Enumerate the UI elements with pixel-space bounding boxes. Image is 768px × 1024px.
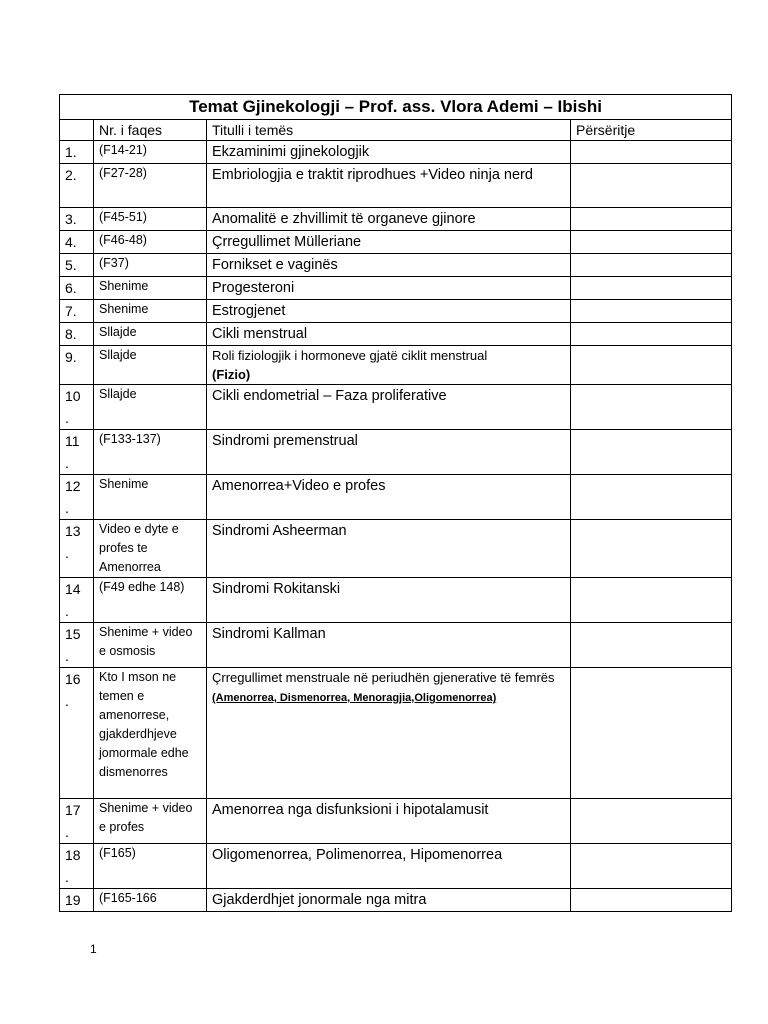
row-number: 13 . — [60, 520, 94, 578]
row-topic — [207, 141, 571, 164]
table-row — [60, 141, 732, 164]
row-number: 4. — [60, 231, 94, 254]
row-number: 9. — [60, 346, 94, 385]
row-topic-text: Sindromi Kallman — [212, 626, 326, 642]
row-topic — [207, 385, 571, 430]
row-page-ref: (F165) — [94, 844, 207, 889]
row-repeat — [571, 346, 732, 385]
row-topic — [207, 520, 571, 578]
header-row — [60, 120, 732, 141]
row-repeat — [571, 889, 732, 912]
row-topic-text: Ekzaminimi gjinekologjik — [212, 144, 370, 160]
header-page: Nr. i faqes — [94, 120, 207, 141]
row-page-ref: Sllajde — [94, 323, 207, 346]
row-number: 6. — [60, 277, 94, 300]
row-number: 14 . — [60, 578, 94, 623]
row-topic-note: (Amenorrea, Dismenorrea, Menoragjia,Oligomenorrea) — [212, 692, 497, 704]
row-topic-text: Sindromi premenstrual — [212, 433, 358, 449]
row-topic-text: Sindromi Asheerman — [212, 523, 347, 539]
row-topic — [207, 799, 571, 844]
row-topic — [207, 668, 571, 799]
row-repeat — [571, 844, 732, 889]
row-repeat — [571, 277, 732, 300]
row-page-ref: Shenime + video e profes — [94, 799, 207, 844]
row-topic — [207, 889, 571, 912]
row-topic — [207, 231, 571, 254]
table-row — [60, 520, 732, 578]
table-row — [60, 385, 732, 430]
row-number: 5. — [60, 254, 94, 277]
row-topic-text: Estrogjenet — [212, 303, 286, 319]
row-repeat — [571, 231, 732, 254]
table-row — [60, 346, 732, 385]
row-repeat — [571, 164, 732, 208]
row-repeat — [571, 578, 732, 623]
row-page-ref: Video e dyte e profes te Amenorrea — [94, 520, 207, 578]
title-row — [60, 95, 732, 120]
row-topic — [207, 346, 571, 385]
row-page-ref: Shenime — [94, 277, 207, 300]
row-number: 16 . — [60, 668, 94, 799]
table-row — [60, 323, 732, 346]
row-topic — [207, 164, 571, 208]
row-topic-text: Gjakderdhjet jonormale nga mitra — [212, 892, 427, 908]
table-row — [60, 430, 732, 475]
row-repeat — [571, 208, 732, 231]
row-topic-text: Cikli endometrial – Faza proliferative — [212, 388, 447, 404]
row-page-ref: (F49 edhe 148) — [94, 578, 207, 623]
row-repeat — [571, 385, 732, 430]
row-page-ref: (F45-51) — [94, 208, 207, 231]
row-topic-text: Cikli menstrual — [212, 326, 308, 342]
table-row — [60, 231, 732, 254]
row-page-ref: Shenime — [94, 300, 207, 323]
row-number: 11 . — [60, 430, 94, 475]
row-page-ref: Sllajde — [94, 385, 207, 430]
row-number: 17 . — [60, 799, 94, 844]
document-title: Temat Gjinekologji – Prof. ass. Vlora Ademi – Ibishi — [60, 95, 732, 120]
row-repeat — [571, 475, 732, 520]
table-row — [60, 475, 732, 520]
row-page-ref: (F37) — [94, 254, 207, 277]
table-row — [60, 844, 732, 889]
row-topic-text: Oligomenorrea, Polimenorrea, Hipomenorrea — [212, 847, 503, 863]
row-page-ref: (F165-166 — [94, 889, 207, 912]
table-row — [60, 254, 732, 277]
row-page-ref: Shenime — [94, 475, 207, 520]
row-number: 2. — [60, 164, 94, 208]
row-topic-text: Progesteroni — [212, 280, 295, 296]
header-repeat: Përsëritje — [571, 120, 732, 141]
row-topic-text: Amenorrea nga disfunksioni i hipotalamusit — [212, 802, 489, 818]
row-repeat — [571, 254, 732, 277]
row-number: 15 . — [60, 623, 94, 668]
row-number: 7. — [60, 300, 94, 323]
row-topic — [207, 578, 571, 623]
row-repeat — [571, 323, 732, 346]
table-row — [60, 578, 732, 623]
row-number: 8. — [60, 323, 94, 346]
row-number: 10 . — [60, 385, 94, 430]
row-page-ref: (F14-21) — [94, 141, 207, 164]
row-page-ref: (F133-137) — [94, 430, 207, 475]
row-page-ref: (F27-28) — [94, 164, 207, 208]
row-topic — [207, 430, 571, 475]
table-row — [60, 668, 732, 799]
table-row — [60, 889, 732, 912]
row-repeat — [571, 623, 732, 668]
row-page-ref: Shenime + video e osmosis — [94, 623, 207, 668]
row-topic-text: Embriologjia e traktit riprodhues +Video ninja nerd — [212, 167, 533, 183]
row-topic-text: Çrregullimet Mülleriane — [212, 234, 362, 250]
row-number: 3. — [60, 208, 94, 231]
row-topic-text: Amenorrea+Video e profes — [212, 478, 386, 494]
row-topic — [207, 208, 571, 231]
row-topic — [207, 623, 571, 668]
row-topic-note: (Fizio) — [212, 367, 251, 382]
header-num — [60, 120, 94, 141]
row-topic — [207, 254, 571, 277]
row-topic — [207, 475, 571, 520]
row-number: 19 — [60, 889, 94, 912]
row-repeat — [571, 300, 732, 323]
table-row — [60, 164, 732, 208]
table-row — [60, 277, 732, 300]
row-number: 12 . — [60, 475, 94, 520]
row-topic-text: Fornikset e vaginës — [212, 257, 338, 273]
table-row — [60, 799, 732, 844]
header-topic: Titulli i temës — [207, 120, 571, 141]
row-page-ref: Sllajde — [94, 346, 207, 385]
row-page-ref: (F46-48) — [94, 231, 207, 254]
table-row — [60, 623, 732, 668]
row-number: 18 . — [60, 844, 94, 889]
row-topic-text: Roli fiziologjik i hormoneve gjatë ciklit menstrual — [212, 348, 488, 363]
row-repeat — [571, 668, 732, 799]
row-page-ref: Kto I mson ne temen e amenorrese, gjakderdhjeve jomormale edhe dismenorres — [94, 668, 207, 799]
page-number: 1 — [90, 942, 97, 956]
row-topic — [207, 277, 571, 300]
row-repeat — [571, 141, 732, 164]
row-topic-text: Çrregullimet menstruale në periudhën gjenerative të femrës — [212, 670, 555, 685]
row-topic-text: Sindromi Rokitanski — [212, 581, 341, 597]
table-row — [60, 208, 732, 231]
row-topic — [207, 300, 571, 323]
row-repeat — [571, 430, 732, 475]
row-topic-text: Anomalitë e zhvillimit të organeve gjinore — [212, 211, 476, 227]
table-row — [60, 300, 732, 323]
row-number: 1. — [60, 141, 94, 164]
topics-table — [59, 94, 732, 912]
row-repeat — [571, 520, 732, 578]
row-topic — [207, 323, 571, 346]
row-repeat — [571, 799, 732, 844]
row-topic — [207, 844, 571, 889]
